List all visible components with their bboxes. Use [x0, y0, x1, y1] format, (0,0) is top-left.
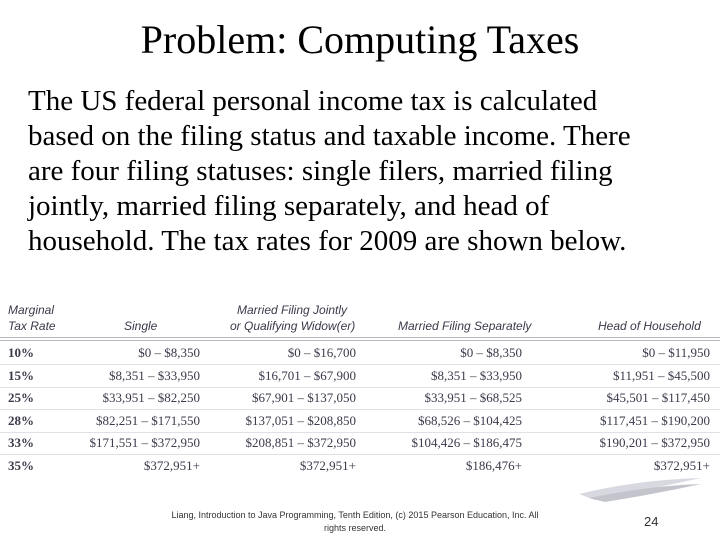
table-cell-rate: 33% — [8, 435, 34, 450]
header-tax-rate: Tax Rate — [8, 319, 56, 333]
table-cell-separate: $0 – $8,350 — [460, 345, 522, 360]
table-cell-rate: 35% — [8, 457, 34, 473]
decorative-swoosh — [575, 476, 705, 504]
table-cell-head: $117,451 – $190,200 — [599, 412, 710, 428]
table-cell-separate: $186,476+ — [465, 457, 522, 473]
tax-rate-table — [0, 299, 720, 484]
row-divider — [0, 387, 720, 388]
table-cell-separate: $8,351 – $33,950 — [431, 367, 522, 383]
header-head: Head of Household — [598, 319, 701, 333]
intro-paragraph — [28, 84, 718, 259]
table-cell-head: $45,501 – $117,450 — [606, 390, 710, 405]
table-cell-single: $8,351 – $33,950 — [109, 367, 200, 383]
header-rule — [0, 340, 720, 341]
table-cell-separate: $104,426 – $186,475 — [411, 435, 522, 450]
row-divider — [0, 454, 720, 455]
footer-line: rights reserved. — [323, 523, 387, 533]
page-number: 24 — [644, 514, 659, 529]
table-cell-single: $0 – $8,350 — [138, 345, 200, 360]
header-rule — [0, 337, 720, 338]
intro-line: jointly, married filing separately, and head of — [28, 190, 550, 222]
table-cell-joint: $0 – $16,700 — [287, 345, 356, 360]
table-cell-rate: 25% — [8, 390, 34, 405]
table-cell-single: $82,251 – $171,550 — [96, 412, 200, 428]
table-cell-single: $171,551 – $372,950 — [89, 435, 200, 450]
table-cell-head: $372,951+ — [653, 457, 710, 473]
table-cell-joint: $372,951+ — [299, 457, 356, 473]
row-divider — [0, 432, 720, 433]
intro-line: based on the filing status and taxable income. There — [28, 120, 631, 152]
header-separate: Married Filing Separately — [398, 319, 532, 333]
table-cell-head: $11,951 – $45,500 — [612, 367, 710, 383]
table-cell-joint: $67,901 – $137,050 — [252, 390, 356, 405]
table-cell-single: $372,951+ — [143, 457, 200, 473]
table-cell-head: $190,201 – $372,950 — [599, 435, 710, 450]
header-joint-line2: or Qualifying Widow(er) — [230, 319, 356, 333]
table-cell-rate: 10% — [8, 345, 34, 360]
table-cell-separate: $68,526 – $104,425 — [418, 412, 522, 428]
table-cell-joint: $137,051 – $208,850 — [245, 412, 356, 428]
intro-line: The US federal personal income tax is calculated — [28, 85, 598, 117]
table-cell-head: $0 – $11,950 — [642, 345, 710, 360]
row-divider — [0, 364, 720, 365]
intro-line: household. The tax rates for 2009 are shown below. — [28, 225, 627, 257]
header-single: Single — [124, 319, 158, 333]
row-divider — [0, 409, 720, 410]
table-cell-rate: 15% — [8, 367, 34, 383]
footer-line: Liang, Introduction to Java Programming, Tenth Edition, (c) 2015 Pearson Education, Inc. All — [171, 510, 539, 520]
slide-title: Problem: Computing Taxes — [140, 17, 580, 62]
table-cell-single: $33,951 – $82,250 — [102, 390, 200, 405]
table-cell-joint: $208,851 – $372,950 — [245, 435, 356, 450]
intro-line: are four filing statuses: single filers, married filing — [28, 155, 613, 187]
table-cell-joint: $16,701 – $67,900 — [258, 367, 356, 383]
header-joint-line1: Married Filing Jointly — [237, 303, 348, 317]
header-marginal: Marginal — [8, 303, 55, 317]
table-cell-rate: 28% — [8, 412, 34, 428]
copyright-footer — [140, 509, 570, 535]
table-cell-separate: $33,951 – $68,525 — [424, 390, 522, 405]
